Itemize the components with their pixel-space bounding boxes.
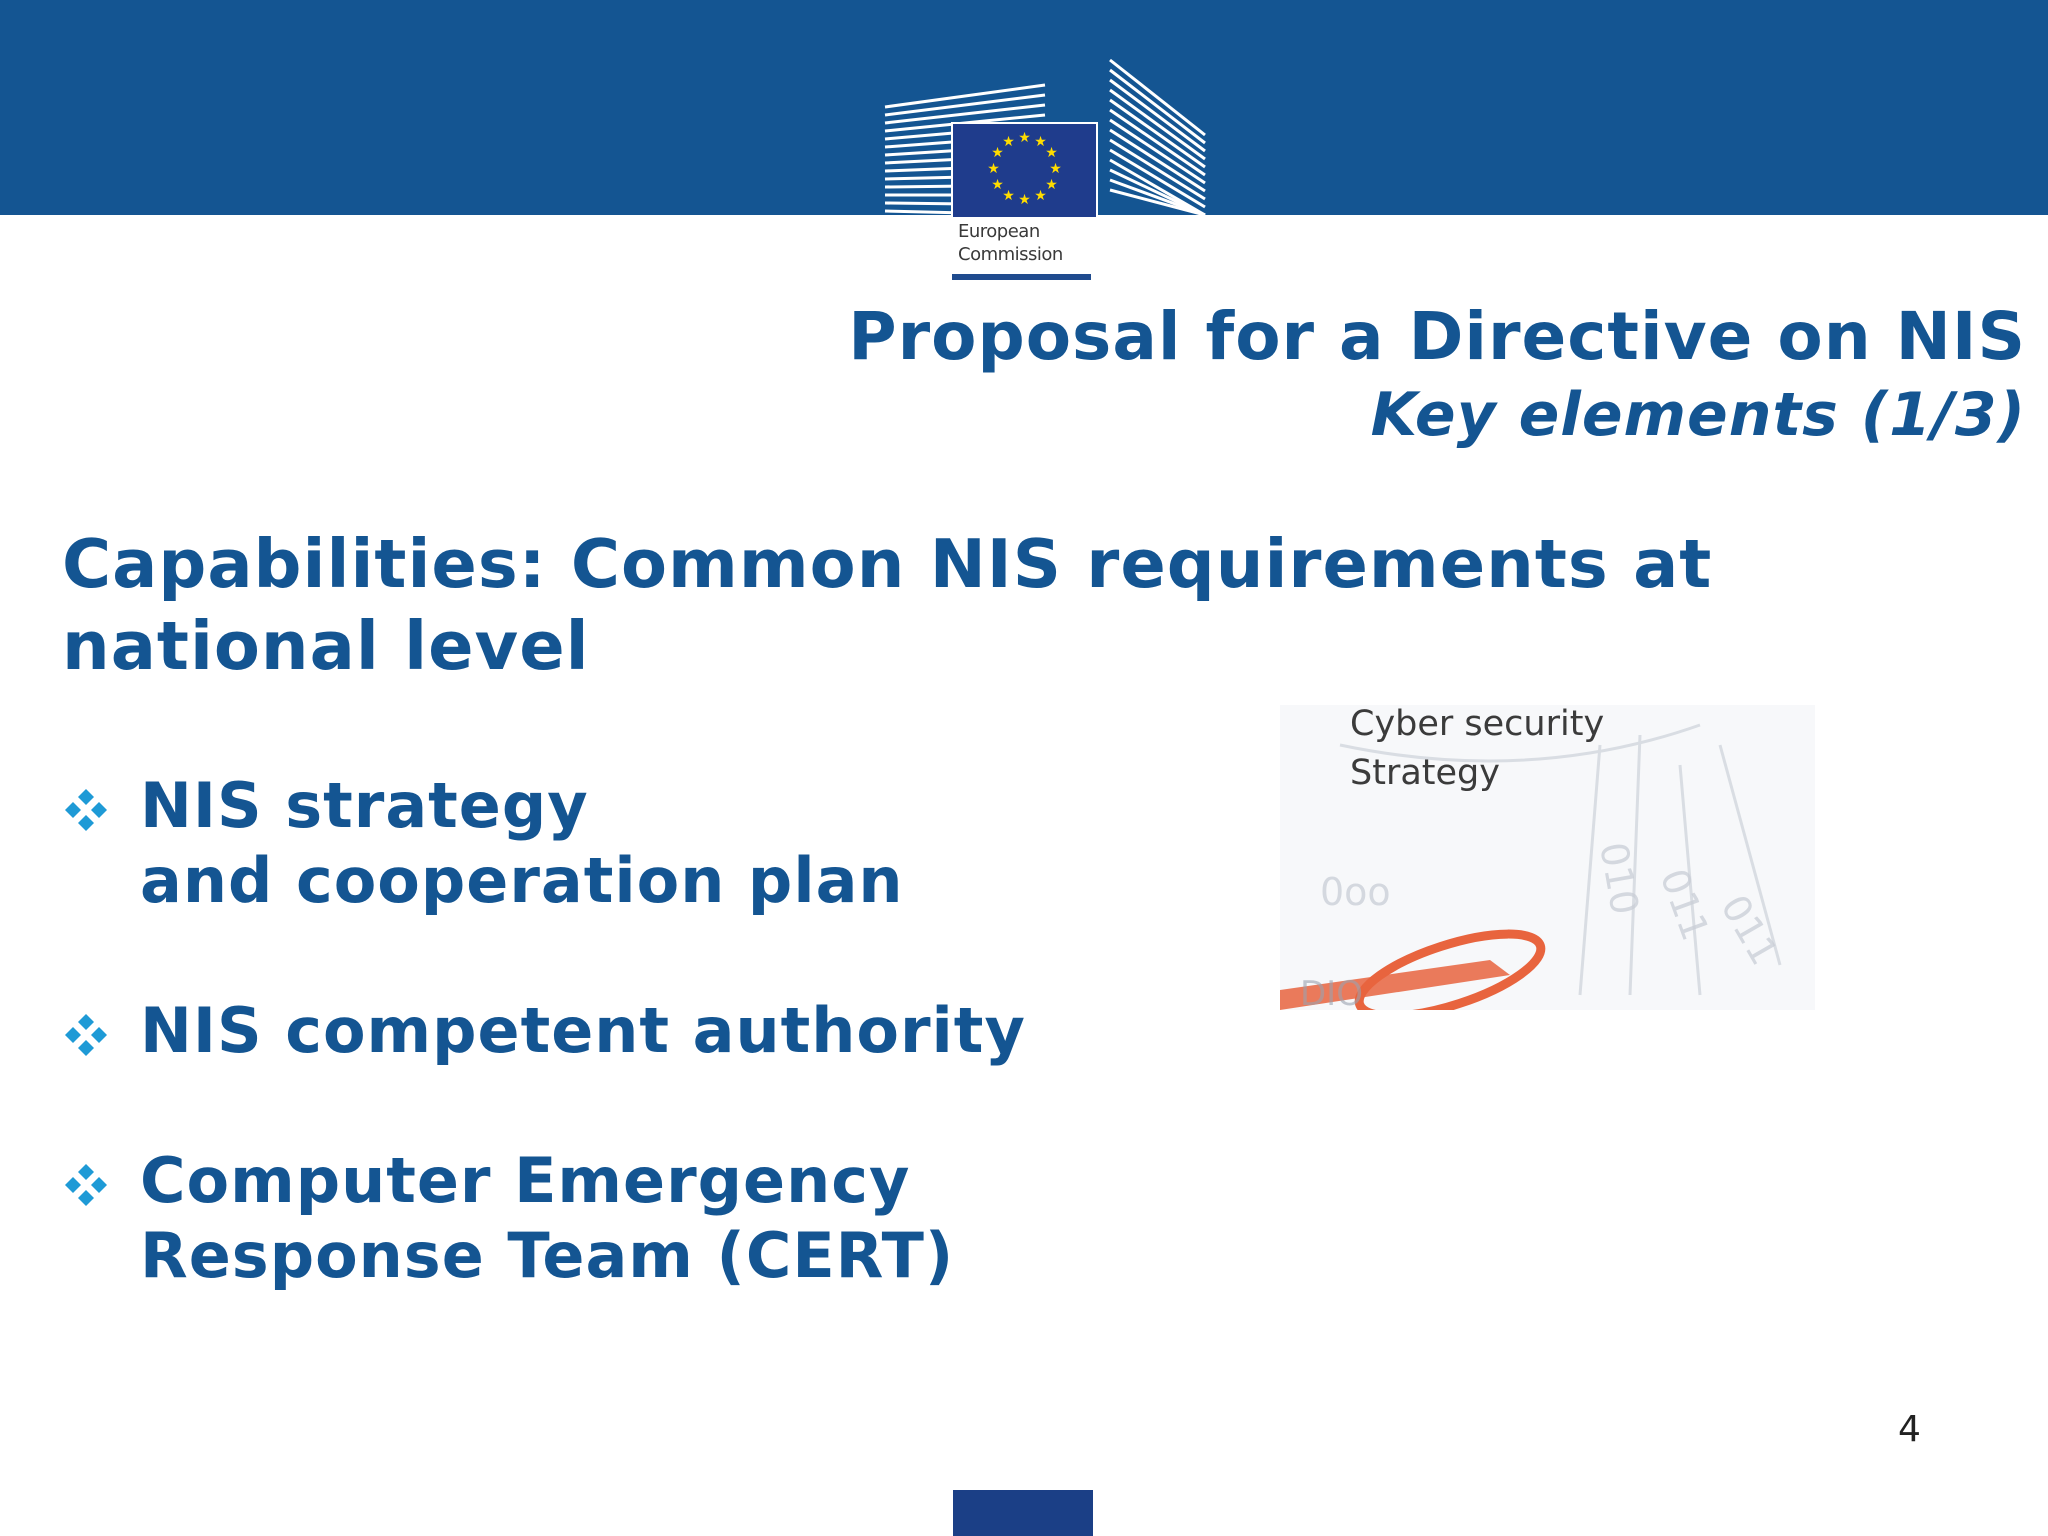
slide-title	[848, 295, 2026, 451]
bullet-item	[62, 1143, 1212, 1293]
bullet-list	[62, 768, 1212, 1293]
image-caption	[1350, 700, 1604, 798]
svg-text:★: ★	[1045, 177, 1058, 193]
logo-text-line2: Commission	[958, 244, 1063, 265]
bullet-text: NIS competent authority	[140, 994, 1026, 1067]
logo-underline	[952, 274, 1091, 280]
svg-text:DIO: DIO	[1300, 974, 1363, 1010]
svg-text:★: ★	[991, 145, 1004, 161]
svg-text:★: ★	[1002, 134, 1015, 150]
diamond-bullet-icon	[62, 786, 110, 834]
logo-text	[958, 220, 1088, 266]
svg-text:011: 011	[1651, 863, 1718, 947]
image-caption-line1: Cyber security	[1350, 704, 1605, 744]
svg-text:010: 010	[1591, 838, 1648, 918]
diamond-bullet-icon	[62, 1011, 110, 1059]
svg-text:★: ★	[991, 177, 1004, 193]
title-main: Proposal for a Directive on NIS	[848, 298, 2026, 375]
svg-text:★: ★	[1002, 188, 1015, 204]
section-heading	[62, 523, 1762, 687]
diamond-bullet-icon	[62, 1161, 110, 1209]
logo-text-line1: European	[958, 221, 1040, 242]
bullet-item	[62, 993, 1212, 1068]
svg-text:★: ★	[987, 161, 1000, 177]
image-caption-line2: Strategy	[1350, 753, 1500, 793]
bullet-text: Computer Emergency	[140, 1144, 911, 1217]
page-number: 4	[1898, 1409, 1921, 1450]
svg-text:★: ★	[1018, 192, 1031, 208]
footer-tab	[953, 1490, 1093, 1536]
bullet-text: and cooperation plan	[140, 844, 904, 917]
svg-text:★: ★	[1045, 145, 1058, 161]
bullet-text: Response Team (CERT)	[140, 1219, 955, 1292]
svg-text:★: ★	[1018, 130, 1031, 146]
title-subtitle: Key elements (1/3)	[1370, 380, 2026, 450]
section-heading-line2: national level	[62, 607, 590, 685]
svg-text:★: ★	[1034, 188, 1047, 204]
section-heading-line1: Capabilities: Common NIS requirements at	[62, 525, 1713, 603]
svg-text:011: 011	[1712, 887, 1787, 973]
svg-text:★: ★	[1034, 134, 1047, 150]
bullet-text: NIS strategy	[140, 769, 589, 842]
svg-text:0oo: 0oo	[1320, 870, 1391, 914]
bullet-item	[62, 768, 1212, 918]
svg-text:★: ★	[1049, 161, 1062, 177]
